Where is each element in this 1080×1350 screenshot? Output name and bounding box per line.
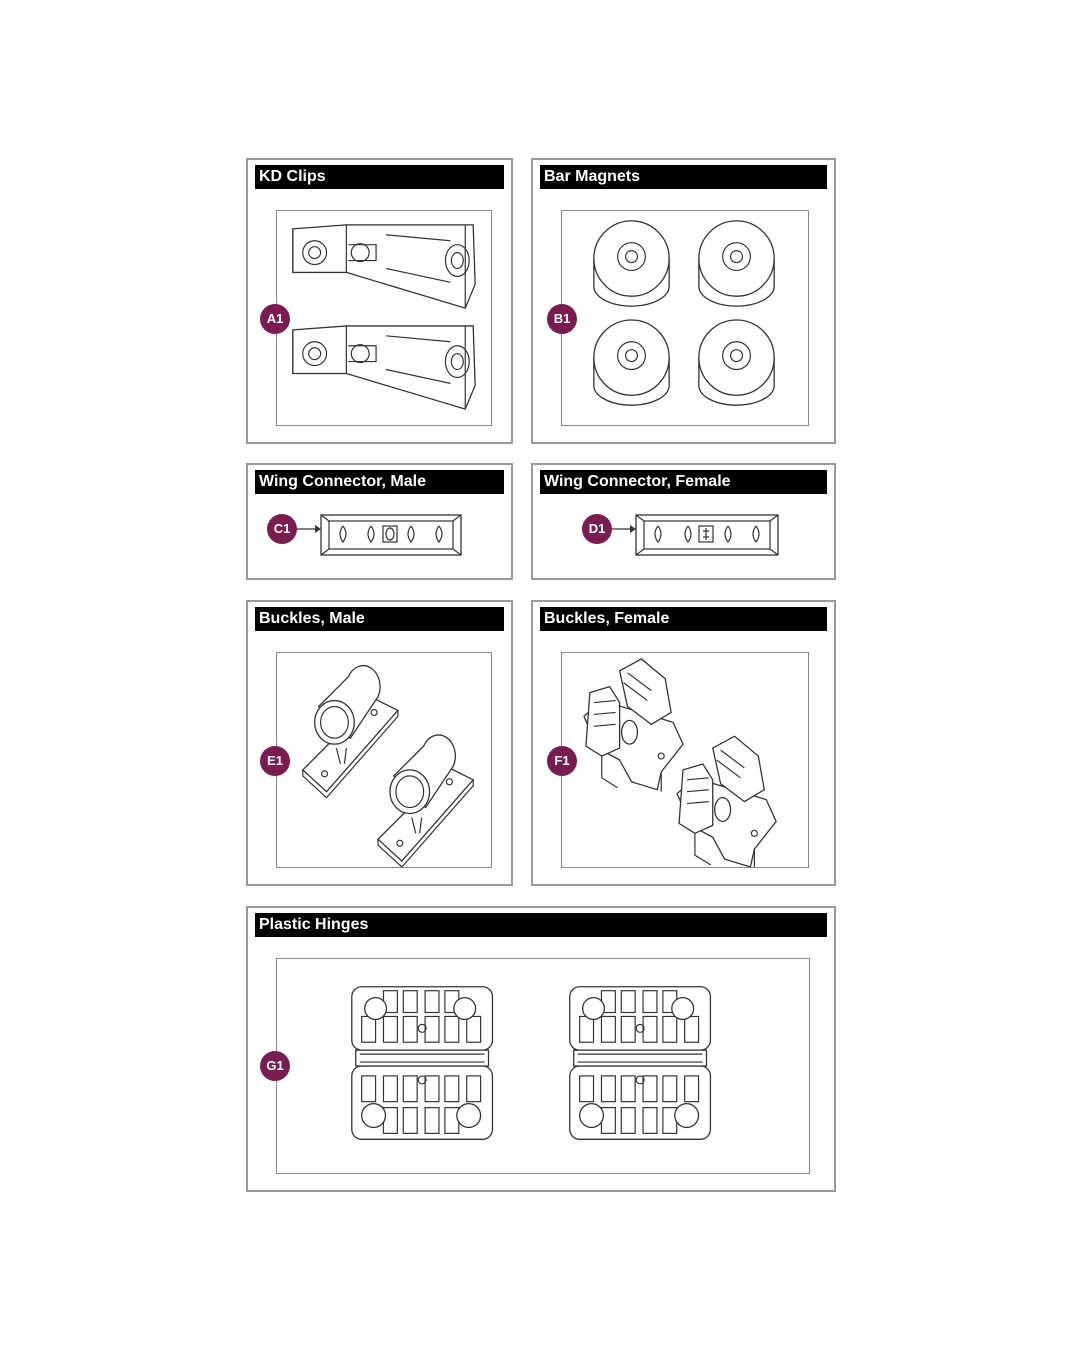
badge-c1: C1 bbox=[267, 514, 297, 544]
panel-buckles-female bbox=[531, 600, 836, 886]
panel-title: Buckles, Female bbox=[540, 607, 827, 631]
badge-f1: F1 bbox=[547, 746, 577, 776]
badge-d1: D1 bbox=[582, 514, 612, 544]
buckle-female-icon bbox=[584, 659, 683, 792]
badge-g1: G1 bbox=[260, 1051, 290, 1081]
panel-title: KD Clips bbox=[255, 165, 504, 189]
panel-buckles-male bbox=[246, 600, 513, 886]
illustration-bar-magnets bbox=[561, 210, 809, 426]
badge-e1: E1 bbox=[260, 746, 290, 776]
magnet-icon bbox=[699, 221, 774, 306]
panel-kd-clips bbox=[246, 158, 513, 444]
magnet-icon bbox=[594, 320, 669, 405]
magnet-icon bbox=[594, 221, 669, 306]
buckle-male-icon bbox=[303, 666, 398, 798]
panel-plastic-hinges bbox=[246, 906, 836, 1192]
illustration-kd-clips bbox=[276, 210, 492, 426]
kd-clip-icon bbox=[293, 326, 475, 409]
badge-b1: B1 bbox=[547, 304, 577, 334]
buckle-male-icon bbox=[378, 735, 473, 867]
hinge-icon bbox=[352, 987, 493, 1140]
hinge-icon bbox=[570, 987, 711, 1140]
wing-connector-female-icon bbox=[612, 512, 780, 558]
badge-a1: A1 bbox=[260, 304, 290, 334]
panel-title: Plastic Hinges bbox=[255, 913, 827, 937]
panel-title: Bar Magnets bbox=[540, 165, 827, 189]
kd-clip-icon bbox=[293, 225, 475, 308]
panel-title: Buckles, Male bbox=[255, 607, 504, 631]
wing-connector-male-icon bbox=[297, 512, 463, 558]
buckle-female-icon bbox=[677, 736, 776, 867]
panel-bar-magnets bbox=[531, 158, 836, 444]
illustration-buckles-female bbox=[561, 652, 809, 868]
magnet-icon bbox=[699, 320, 774, 405]
illustration-buckles-male bbox=[276, 652, 492, 868]
illustration-plastic-hinges bbox=[276, 958, 810, 1174]
panel-title: Wing Connector, Male bbox=[255, 470, 504, 494]
panel-title: Wing Connector, Female bbox=[540, 470, 827, 494]
